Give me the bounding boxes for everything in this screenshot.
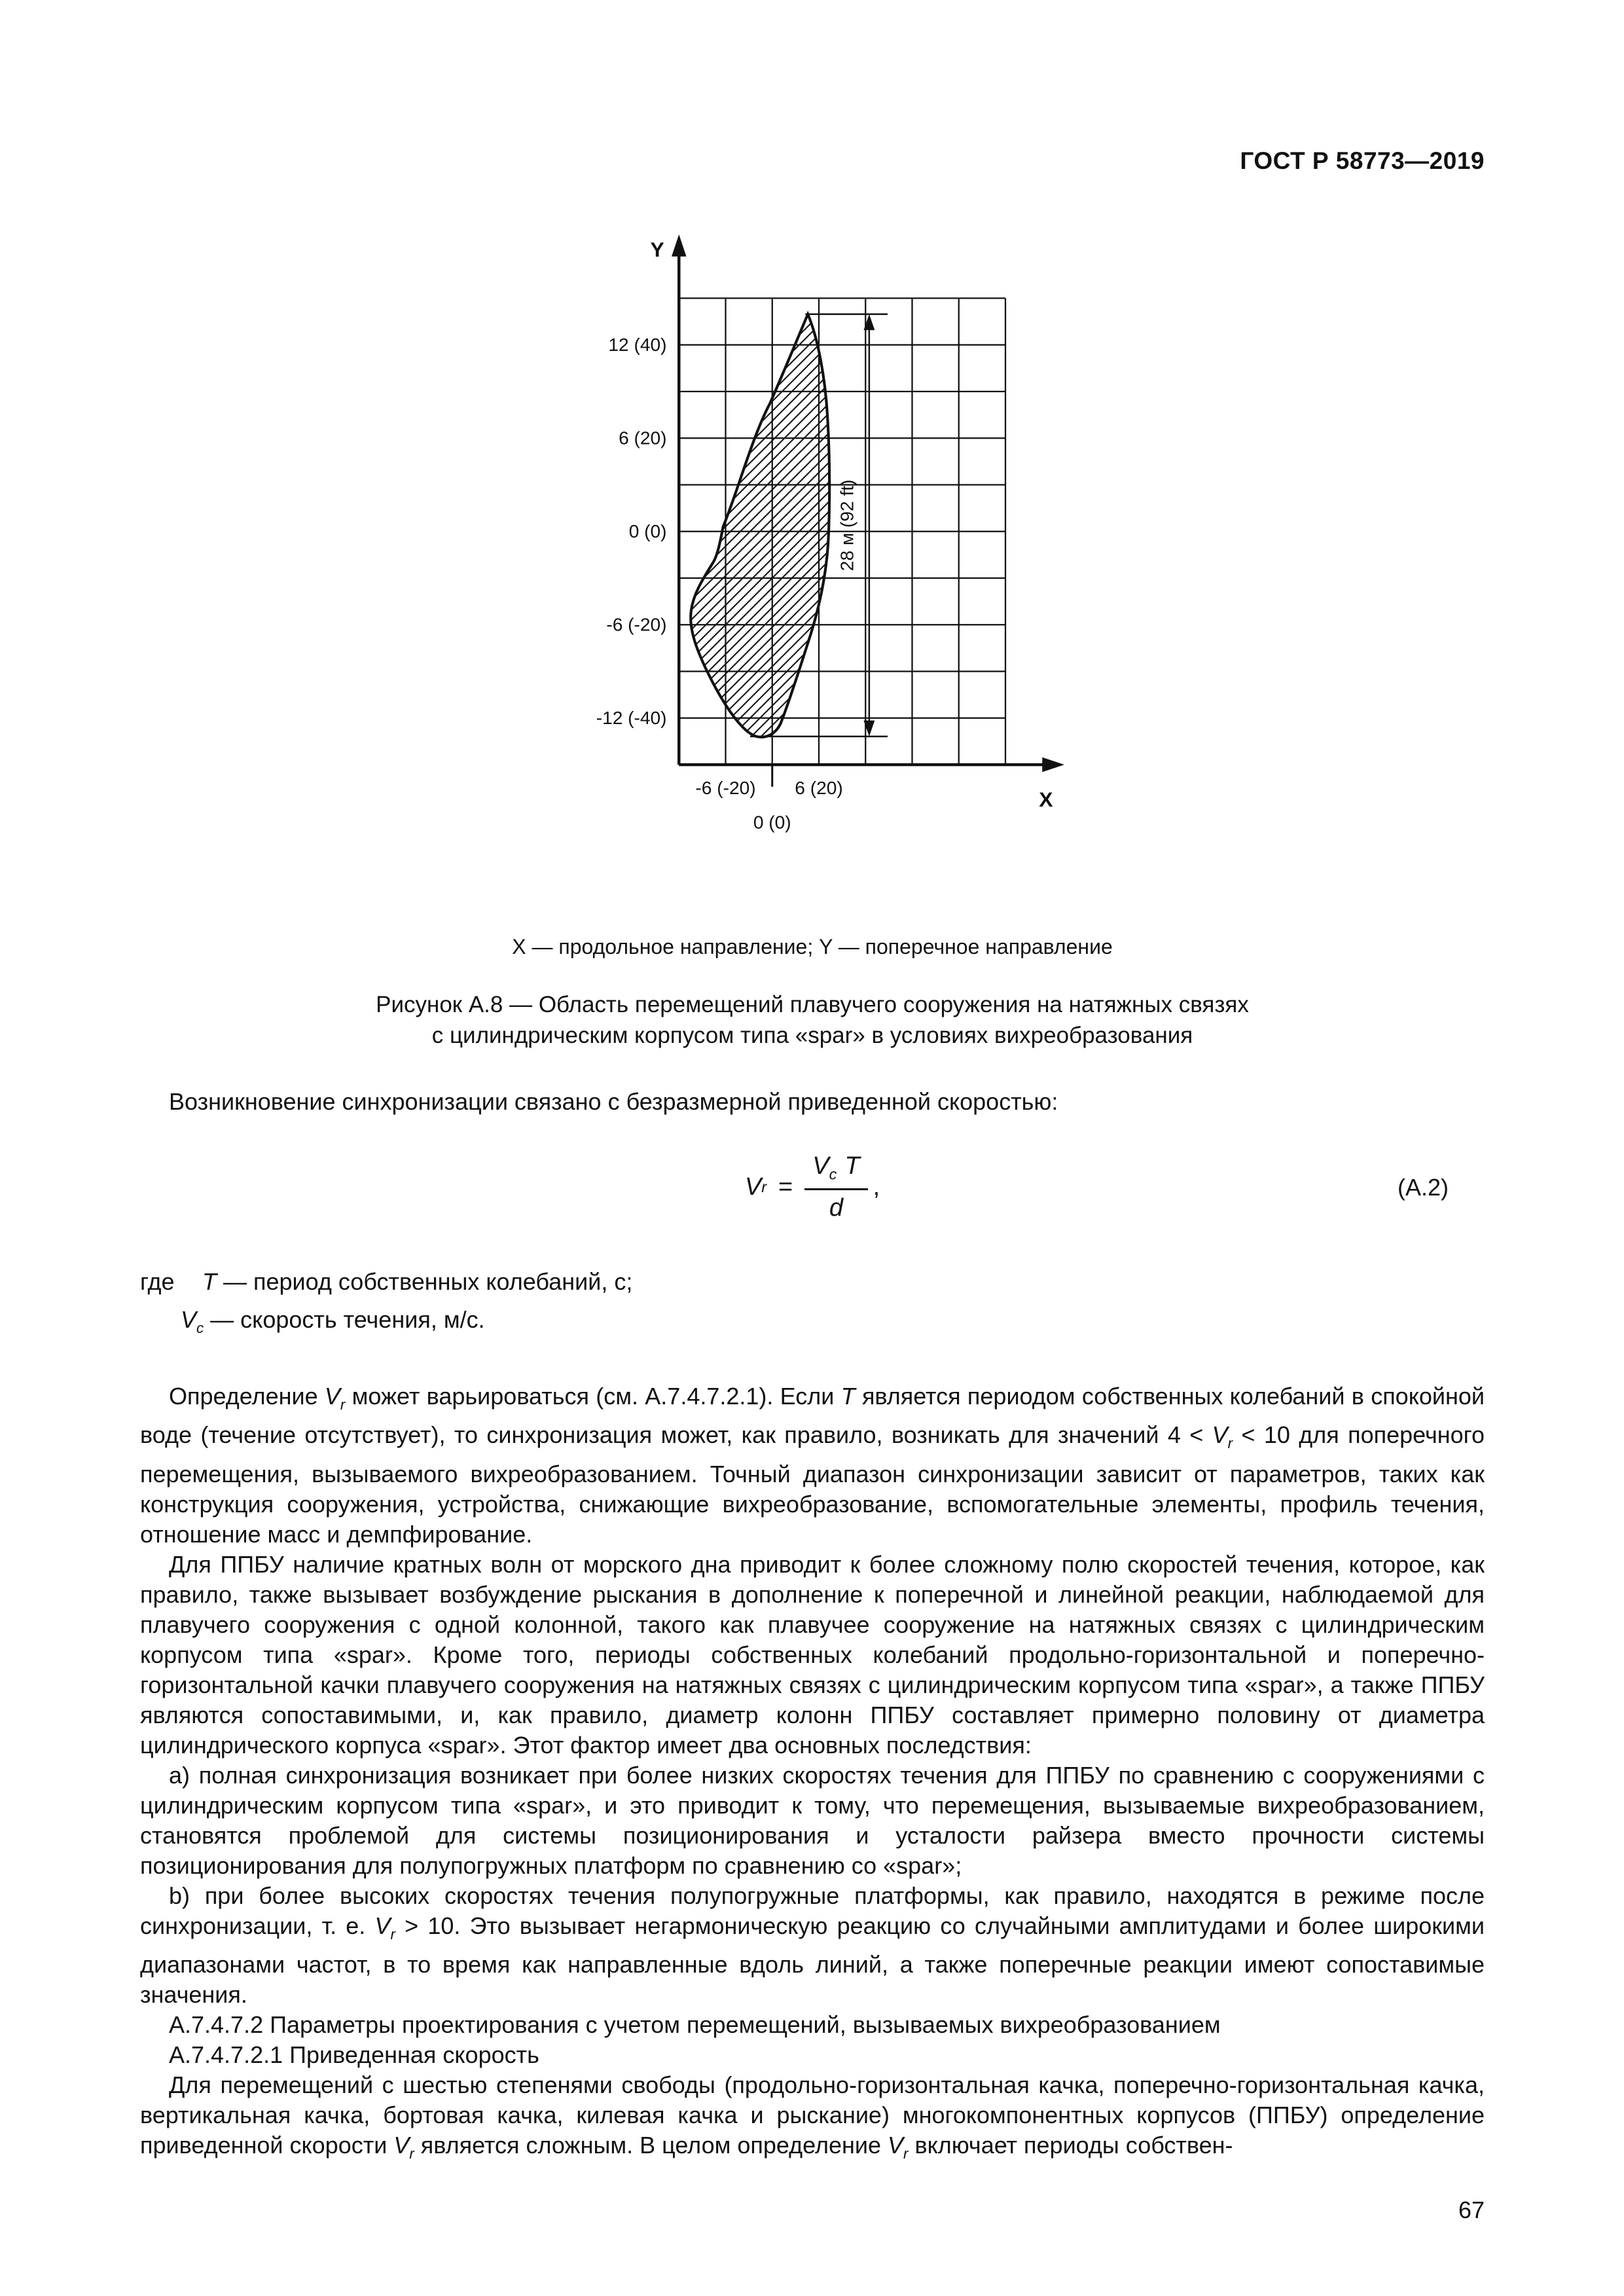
paragraph: b) при более высоких скоростях течения полупогружные платформы, как правило, находятся в режиме после синхронизации, т. е. $V_r > 10$. Это вызывает негармоническую реакцию со случайными амплитудами и более широкими диапазонами частот, в то время как направленные вдоль линий, а также поперечные реакции имеют сопоставимые значения. xyxy=(140,1882,1485,2008)
x-tick: 6 (20) xyxy=(795,778,843,798)
where-line-2 xyxy=(140,1301,1485,1347)
figure-chart xyxy=(495,225,1084,853)
y-tick: -12 (-40) xyxy=(596,708,667,729)
where-var-T: Т xyxy=(202,1268,217,1295)
equation-row xyxy=(140,1143,1485,1231)
eq-lhs-sub: r xyxy=(761,1178,767,1195)
equation-number: (А.2) xyxy=(1397,1173,1449,1201)
paragraph: А.7.4.7.2.1 Приведенная скорость xyxy=(169,2041,539,2068)
eq-numerator xyxy=(804,1152,867,1191)
eq-fraction xyxy=(804,1152,867,1223)
y-axis-label: Y xyxy=(650,237,664,261)
eq-num-base: V xyxy=(812,1152,829,1180)
y-tick: 12 (40) xyxy=(608,335,667,355)
figure-a8 xyxy=(140,225,1485,856)
eq-num-factor: T xyxy=(844,1152,860,1180)
equation-a2 xyxy=(745,1152,880,1223)
eq-equals: = xyxy=(778,1173,793,1201)
figure-caption-line1: Рисунок А.8 — Область перемещений плавучего сооружения на натяжных связях xyxy=(376,992,1249,1017)
y-tick: 0 (0) xyxy=(628,521,667,542)
y-tick: 6 (20) xyxy=(619,428,667,448)
paragraph: Для перемещений с шестью степенями свободы (продольно-горизонтальная качка, поперечно-горизонтальная качка, вертикальная качка, бортовая качка, килевая качка и рыскание) многокомпонентных корпусов (ППБУ) определение приведенной скорости $V_r$ является сложным. В целом определение $V_r$ включает периоды собствен- xyxy=(140,2071,1485,2162)
where-line-1 xyxy=(140,1263,1485,1301)
figure-caption xyxy=(140,989,1485,1051)
eq-denominator: d xyxy=(829,1194,843,1222)
motion-region xyxy=(691,314,829,737)
page-number: 67 xyxy=(1458,2196,1485,2223)
formula-intro: Возникновение синхронизации связано с безразмерной приведенной скоростью: xyxy=(169,1088,1058,1115)
body-paragraphs xyxy=(140,1381,1485,2169)
where-text-2: — скорость течения, м/с. xyxy=(204,1306,485,1333)
y-tick-labels xyxy=(596,335,667,728)
y-tick: -6 (-20) xyxy=(606,614,667,635)
eq-comma: , xyxy=(873,1173,880,1201)
figure-legend: X — продольное направление; Y — поперечное направление xyxy=(512,935,1113,958)
page-header: ГОСТ Р 58773—2019 xyxy=(1240,147,1485,174)
x-axis-label: X xyxy=(1039,787,1053,811)
x-origin-label: 0 (0) xyxy=(753,812,791,833)
where-lead: где xyxy=(140,1268,175,1295)
paragraph: Для ППБУ наличие кратных волн от морского дна приводит к более сложному полю скоростей течения, которое, как правило, также вызывает возбуждение рыскания в дополнение к поперечной и линейной реакции, наблюдаемой для плавучего сооружения с одной колонной, такого как плавучее сооружение на натяжных связях с цилиндрическим корпусом типа «spar». Кроме того, периоды собственных колебаний продольно-горизонтальной и поперечно-горизонтальной качки плавучего сооружения на натяжных связях с цилиндрическим корпусом типа «spar», а также ППБУ являются сопоставимыми, и, как правило, диаметр колонн ППБУ составляет примерно половину от диаметра цилиндрического корпуса «spar». Этот фактор имеет два основных последствия: xyxy=(140,1550,1485,1758)
where-text-1: — период собственных колебаний, с; xyxy=(217,1268,633,1295)
paragraph: а) полная синхронизация возникает при более низких скоростях течения для ППБУ по сравнению с сооружениями с цилиндрическим корпусом типа «spar», и это приводит к тому, что перемещения, вызываемые вихреобразованием, становятся проблемой для системы позиционирования и усталости райзера вместо прочности системы позиционирования для полупогружных платформ по сравнению со «spar»; xyxy=(140,1761,1485,1879)
x-tick-labels xyxy=(695,778,842,833)
paragraph: А.7.4.7.2 Параметры проектирования с учетом перемещений, вызываемых вихреобразованием xyxy=(169,2011,1221,2038)
paragraph: Определение $V_r$ может варьироваться (см. А.7.4.7.2.1). Если Т является периодом собственных колебаний в спокойной воде (течение отсутствует), то синхронизация может, как правило, возникать для значений $4 < V_r < 10$ для поперечного перемещения, вызываемого вихреобразованием. Точный диапазон синхронизации зависит от параметров, таких как конструкция сооружения, устройства, снижающие вихреобразование, вспомогательные элементы, профиль течения, отношение масс и демпфирование. xyxy=(140,1383,1485,1548)
figure-caption-line2: с цилиндрическим корпусом типа «spar» в условиях вихреобразования xyxy=(431,1023,1193,1048)
eq-num-sub: c xyxy=(829,1165,837,1183)
dimension-label: 28 м (92 ft) xyxy=(837,479,857,572)
eq-lhs: V xyxy=(744,1173,762,1201)
x-tick: -6 (-20) xyxy=(695,778,756,798)
where-block xyxy=(140,1263,1485,1347)
where-var-Vc: V xyxy=(181,1306,197,1333)
where-var-Vc-sub: с xyxy=(196,1320,204,1337)
